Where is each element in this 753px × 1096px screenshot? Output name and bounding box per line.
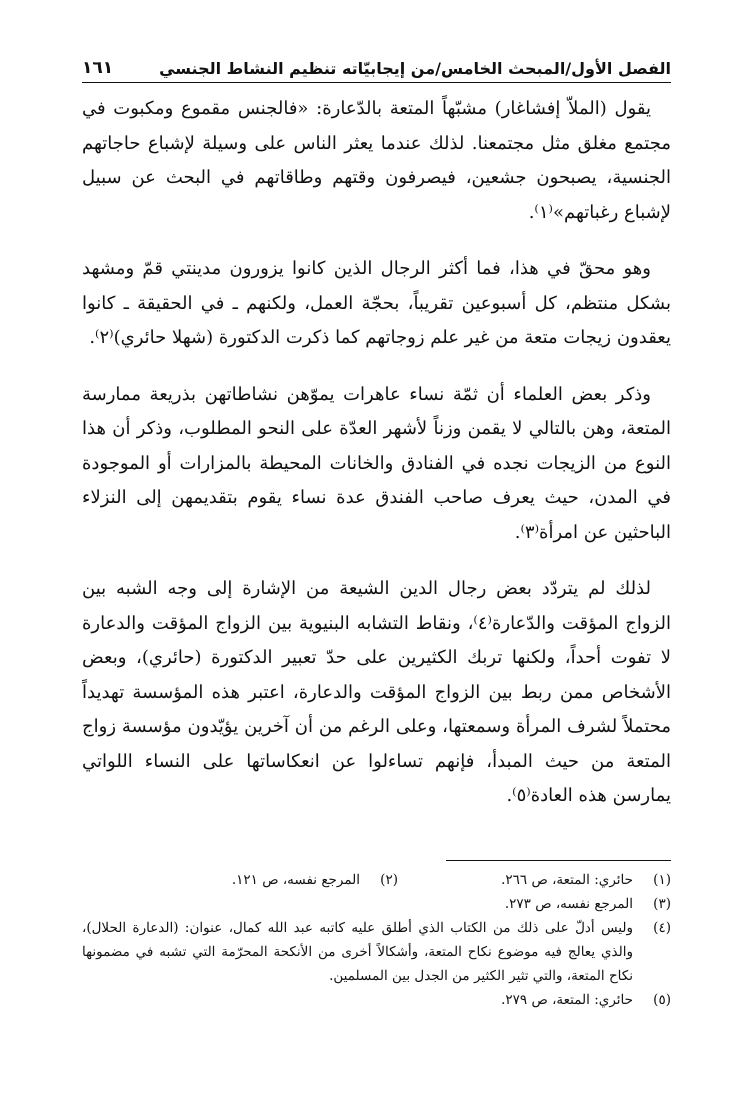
footnote-row [82,892,671,916]
footnote-number: (٣) [653,896,671,912]
footnote-row [82,988,671,1012]
paragraph: يقول (الملاّ إفشاغار) مشبّهاً المتعة بالدّعارة: «فالجنس مقموع ومكبوت في مجتمع مغلق مثل مجتمعنا. لذلك عندما يعثر الناس على وسيلة لإشباع حاجاتهم الجنسية، يصبحون جشعين، فيصرفون وقتهم وطاقاتهم في البحث عن سبيل لإشباع رغباتهم»⁽١⁾. [82,98,671,223]
footnotes [82,868,671,1012]
footnote-text: حائري: المتعة، ص ٢٦٦. [501,872,633,888]
footnote-text: حائري: المتعة، ص ٢٧٩. [501,992,633,1008]
paragraph: وذكر بعض العلماء أن ثمّة نساء عاهرات يموّهن نشاطاتهن بذريعة ممارسة المتعة، وهن بالتالي لا يقمن وزناً لأشهر العدّة على النحو المطلوب، وذكر أن هذا النوع من الزيجات نجده في الفنادق والخانات المحيطة بالمزارات أو الموجودة في المدن، حيث يعرف صاحب الفندق عدة نساء يقوم بتقديمهن إلى النزلاء الباحثين عن امرأة⁽٣⁾. [82,383,671,543]
footnote-text: وليس أدلّ على ذلك من الكتاب الذي أطلق عليه كاتبه عبد الله كمال، عنوان: (الدعارة الحلال)، والذي يعالج فيه موضوع نكاح المتعة، وأشكالاً أخرى من الأنكحة المحرّمة التي تشبه في مضمونها نكاح المتعة، والتي تثير الكثير من الجدل بين المسلمين. [82,920,633,984]
footnote-text: المرجع نفسه، ص ٢٧٣. [504,896,633,912]
paragraph: لذلك لم يتردّد بعض رجال الدين الشيعة من الإشارة إلى وجه الشبه بين الزواج المؤقت والدّعارة⁽٤⁾، ونقاط التشابه البنيوية بين الزواج المؤقت والدعارة لا تفوت أحداً، ولكنها تربك الكثيرين على حدّ تعبير الدكتورة (حائري)، وبعض الأشخاص ممن ربط بين الزواج المؤقت والدعارة، اعتبر هذه المؤسسة تهديداً محتملاً لشرف المرأة وسمعتها، وعلى الرغم من أن آخرين يؤيّدون مؤسسة زواج المتعة من حيث المبدأ، فإنهم تساءلوا عن انعكاساتها على النساء اللواتي يمارسن هذه العادة⁽٥⁾. [82,578,671,806]
footnote-number: (٤) [653,920,671,936]
footnote-divider [446,860,671,861]
footnote-number: (١) [653,872,671,888]
page-number: ١٦١ [82,58,114,78]
footnote-row [82,916,671,988]
paragraph: وهو محقّ في هذا، فما أكثر الرجال الذين كانوا يزورون مدينتي قمّ ومشهد بشكل منتظم، كل أسبوعين تقريباً، بحجّة العمل، ولكنهم ـ في الحقيقة ـ كانوا يعقدون زيجات متعة من غير علم زوجاتهم كما ذكرت الدكتورة (شهلا حائري)⁽٢⁾. [82,258,671,348]
footnote-row [82,868,671,892]
footnote-number: (٥) [653,992,671,1008]
main-text [82,92,671,814]
running-header [82,44,671,78]
header-title: الفصل الأول/المبحث الخامس/من إيجابيّاته تنظيم النشاط الجنسي [159,59,671,78]
footnote-text: المرجع نفسه، ص ١٢١. [231,872,360,888]
header-divider [82,82,671,83]
footnote-number: (٢) [380,872,398,888]
